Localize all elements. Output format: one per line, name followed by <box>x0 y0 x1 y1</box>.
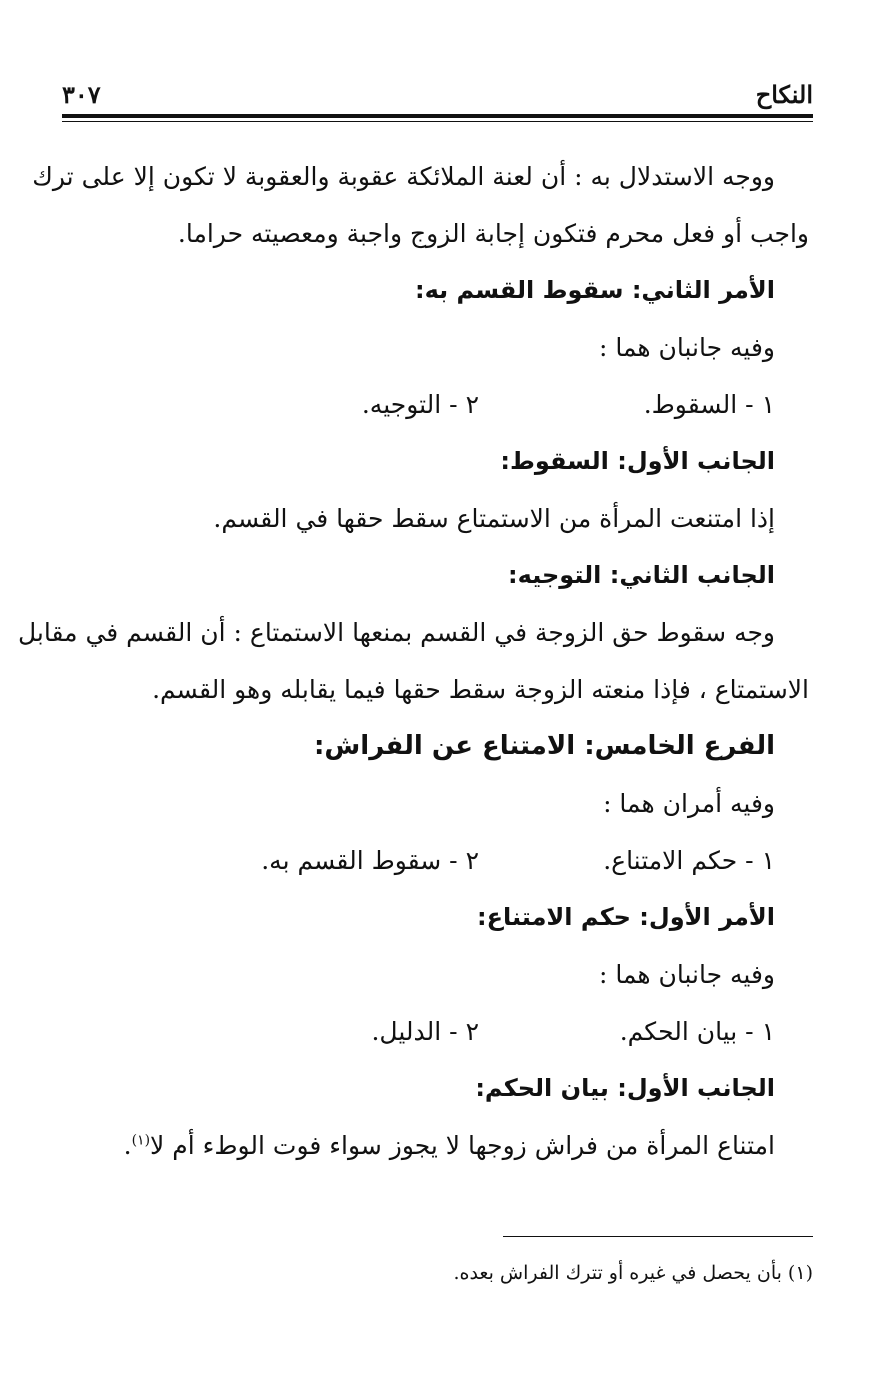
section-heading: الجانب الأول: السقوط: <box>500 447 775 475</box>
header-rule-thin <box>62 121 813 122</box>
paragraph-line: وفيه جانبان هما : <box>598 333 775 362</box>
list-item: ٢ - الدليل. <box>371 1017 479 1046</box>
list-item: ١ - السقوط. <box>643 390 775 419</box>
footnote: (١) بأن يحصل في غيره أو تترك الفراش بعده. <box>453 1262 813 1284</box>
enumerated-list <box>62 832 809 889</box>
paragraph-end: . <box>123 1131 132 1160</box>
header-rule <box>62 114 813 118</box>
paragraph-line: وفيه جانبان هما : <box>598 960 775 989</box>
footnote-ref[interactable]: (١) <box>131 1132 151 1149</box>
section-heading: الأمر الأول: حكم الامتناع: <box>476 903 775 931</box>
list-item: ١ - حكم الامتناع. <box>603 846 775 875</box>
footnote-divider <box>503 1236 813 1237</box>
list-item: ٢ - التوجيه. <box>361 390 479 419</box>
paragraph-line <box>62 1117 809 1174</box>
paragraph-line: وفيه أمران هما : <box>603 789 775 818</box>
section-heading: الجانب الثاني: التوجيه: <box>508 561 775 589</box>
page-number: ٣٠٧ <box>62 80 101 109</box>
enumerated-list <box>62 376 809 433</box>
section-heading: الأمر الثاني: سقوط القسم به: <box>414 276 775 304</box>
paragraph-line: واجب أو فعل محرم فتكون إجابة الزوج واجبة ومعصيته حراما. <box>177 219 809 248</box>
subsection-heading: الفرع الخامس: الامتناع عن الفراش: <box>314 731 775 761</box>
paragraph-text: امتناع المرأة من فراش زوجها لا يجوز سواء فوت الوطء أم لا <box>150 1131 775 1160</box>
running-header <box>62 80 813 114</box>
section-heading: الجانب الأول: بيان الحكم: <box>475 1074 775 1102</box>
list-item: ١ - بيان الحكم. <box>619 1017 775 1046</box>
paragraph-line: وجه سقوط حق الزوجة في القسم بمنعها الاستمتاع : أن القسم في مقابل <box>17 618 775 647</box>
list-item: ٢ - سقوط القسم به. <box>261 846 479 875</box>
paragraph-line: ووجه الاستدلال به : أن لعنة الملائكة عقوبة والعقوبة لا تكون إلا على ترك <box>32 162 775 191</box>
enumerated-list <box>62 1003 809 1060</box>
paragraph-line: الاستمتاع ، فإذا منعته الزوجة سقط حقها فيما يقابله وهو القسم. <box>152 675 809 704</box>
chapter-title: النكاح <box>755 80 813 109</box>
page-body <box>17 148 809 1174</box>
paragraph-line: إذا امتنعت المرأة من الاستمتاع سقط حقها في القسم. <box>213 504 775 533</box>
